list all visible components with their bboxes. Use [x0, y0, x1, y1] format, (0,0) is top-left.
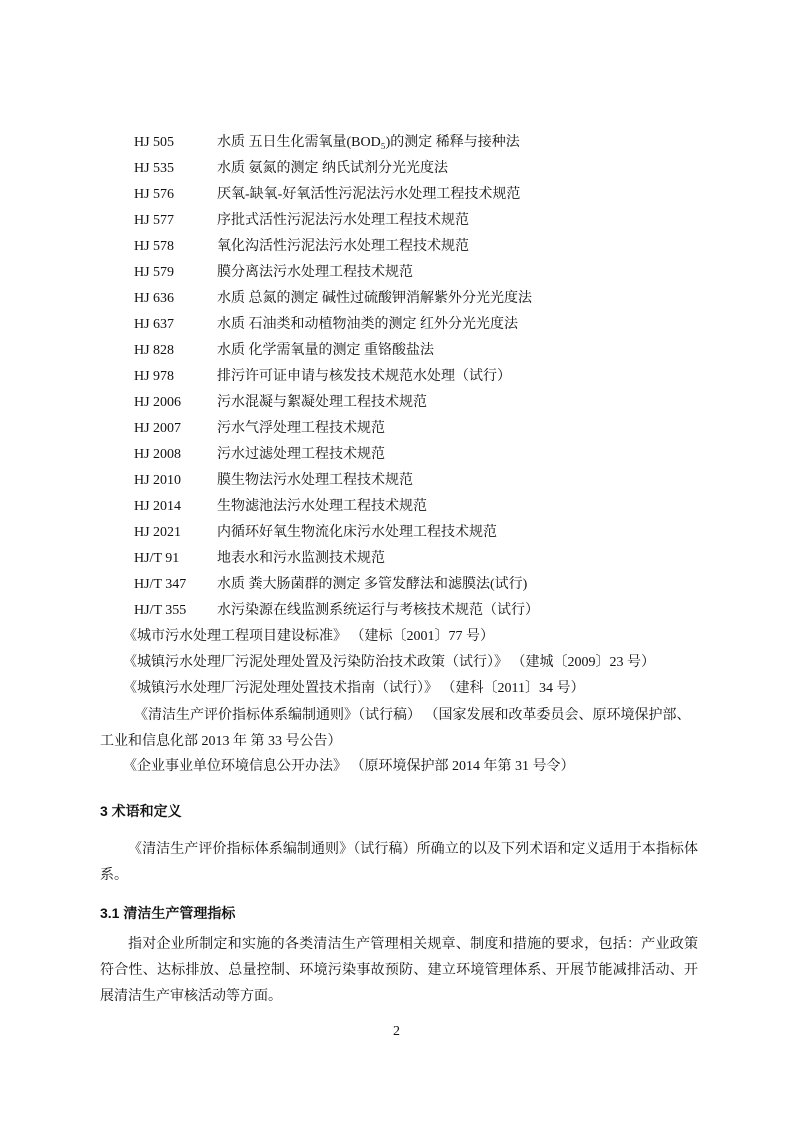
standard-title: 生物滤池法污水处理工程技术规范: [217, 499, 427, 514]
standard-code: HJ 505: [134, 135, 175, 150]
standard-code: HJ 2010: [134, 473, 182, 488]
standard-code: HJ 577: [134, 213, 175, 228]
reference-item: 《城市污水处理工程项目建设标准》 （建标〔2001〕77 号）: [123, 629, 494, 644]
standard-title: 水质 五日生化需氧量(BOD₅)的测定 稀释与接种法: [217, 135, 520, 150]
standard-title: 氧化沟活性污泥法污水处理工程技术规范: [217, 239, 469, 254]
page-number: 2: [393, 1024, 400, 1039]
standard-code: HJ/T 91: [134, 551, 180, 566]
standard-title: 污水过滤处理工程技术规范: [217, 447, 385, 462]
standard-code: HJ/T 347: [134, 577, 187, 592]
standard-title: 地表水和污水监测技术规范: [217, 551, 385, 566]
standard-code: HJ 637: [134, 317, 175, 332]
standard-title: 膜生物法污水处理工程技术规范: [217, 473, 413, 488]
standard-code: HJ 535: [134, 161, 175, 176]
reference-item: 《城镇污水处理厂污泥处理处置技术指南（试行）》 （建科〔2011〕34 号）: [123, 681, 585, 696]
reference-item: 《城镇污水处理厂污泥处理处置及污染防治技术政策（试行）》 （建城〔2009〕23 号）: [123, 655, 655, 670]
standard-title: 厌氧-缺氧-好氧活性污泥法污水处理工程技术规范: [217, 187, 521, 202]
section-paragraph: 《清洁生产评价指标体系编制通则》（试行稿）所确立的以及下列术语和定义适用于本指标体系。: [100, 842, 698, 883]
standard-title: 内循环好氧生物流化床污水处理工程技术规范: [217, 525, 497, 540]
standard-title: 序批式活性污泥法污水处理工程技术规范: [217, 213, 469, 228]
standard-title: 水质 石油类和动植物油类的测定 红外分光光度法: [217, 317, 518, 332]
reference-item: 《企业事业单位环境信息公开办法》 （原环境保护部 2014 年第 31 号令）: [123, 759, 575, 774]
standard-title: 污水气浮处理工程技术规范: [217, 421, 385, 436]
standard-title: 膜分离法污水处理工程技术规范: [217, 265, 413, 280]
reference-item-continued: 工业和信息化部 2013 年 第 33 号公告）: [100, 734, 342, 749]
standard-code: HJ 579: [134, 265, 175, 280]
standard-code: HJ 576: [134, 187, 175, 202]
subsection-paragraph: 指对企业所制定和实施的各类清洁生产管理相关规章、制度和措施的要求，包括：产业政策符合性、达标排放、总量控制、环境污染事故预防、建立环境管理体系、开展节能减排活动、开展清洁生产审核活动等方面。: [100, 937, 698, 1004]
section-heading: 3 术语和定义: [100, 803, 182, 819]
standard-code: HJ 578: [134, 239, 175, 254]
standard-title: 水质 粪大肠菌群的测定 多管发酵法和滤膜法(试行): [217, 577, 528, 592]
standard-title: 污水混凝与絮凝处理工程技术规范: [217, 395, 427, 410]
standard-code: HJ 2014: [134, 499, 182, 514]
standard-code: HJ 2006: [134, 395, 182, 410]
standard-title: 水质 总氮的测定 碱性过硫酸钾消解紫外分光光度法: [217, 291, 532, 306]
reference-item: 《清洁生产评价指标体系编制通则》（试行稿） （国家发展和改革委员会、原环境保护部、: [134, 708, 691, 723]
standard-title: 排污许可证申请与核发技术规范水处理（试行）: [217, 369, 511, 384]
standard-code: HJ 2007: [134, 421, 182, 436]
standard-code: HJ 2021: [134, 525, 182, 540]
standard-code: HJ/T 355: [134, 603, 187, 618]
standard-title: 水质 氨氮的测定 纳氏试剂分光光度法: [217, 161, 448, 176]
standard-code: HJ 828: [134, 343, 175, 358]
standard-title: 水质 化学需氧量的测定 重铬酸盐法: [217, 343, 434, 358]
subsection-heading: 3.1 清洁生产管理指标: [100, 905, 236, 921]
standard-code: HJ 636: [134, 291, 175, 306]
standard-code: HJ 2008: [134, 447, 182, 462]
standard-code: HJ 978: [134, 369, 175, 384]
standard-title: 水污染源在线监测系统运行与考核技术规范（试行）: [217, 603, 539, 618]
